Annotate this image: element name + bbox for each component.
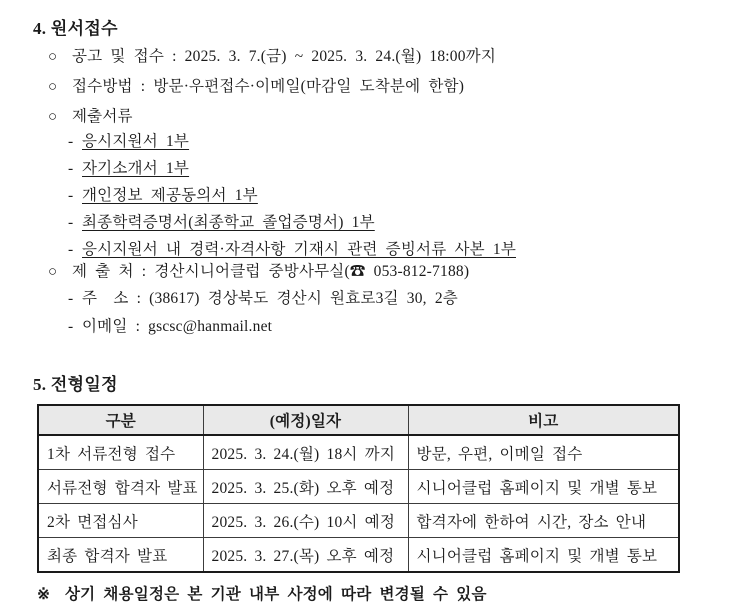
document-item-text: 자기소개서 1부	[82, 160, 190, 177]
schedule-table	[37, 404, 680, 573]
table-header-date: (예정)일자	[203, 405, 408, 435]
dash-bullet: -	[68, 214, 74, 231]
document-item-text: 개인정보 제공동의서 1부	[82, 187, 258, 204]
document-item-text: 응시지원서 내 경력·자격사항 기재시 관련 증빙서류 사본 1부	[82, 241, 516, 258]
table-cell: 1차 서류전형 접수	[38, 435, 203, 470]
document-item	[33, 241, 716, 259]
table-cell: 2025. 3. 24.(월) 18시 까지	[203, 435, 408, 470]
dash-bullet: -	[68, 318, 74, 335]
table-cell: 2025. 3. 25.(화) 오후 예정	[203, 470, 408, 504]
document-item	[33, 214, 716, 232]
document-item-text: 최종학력증명서(최종학교 졸업증명서) 1부	[82, 214, 375, 231]
circle-bullet: ○	[48, 109, 58, 125]
table-cell: 서류전형 합격자 발표	[38, 470, 203, 504]
table-row	[38, 470, 679, 504]
schedule-table-wrapper	[37, 404, 716, 573]
table-cell: 2차 면접심사	[38, 504, 203, 538]
phone-number: 053-812-7188)	[365, 263, 470, 280]
table-cell: 방문, 우편, 이메일 접수	[408, 435, 679, 470]
email-line	[33, 318, 716, 336]
schedule-note-line	[37, 582, 716, 604]
dash-bullet: -	[68, 290, 74, 307]
reference-mark: ※	[37, 586, 51, 603]
table-header-remarks: 비고	[408, 405, 679, 435]
table-row	[38, 538, 679, 573]
documents-label-text: 제출서류	[72, 108, 133, 125]
table-cell: 2025. 3. 26.(수) 10시 예정	[203, 504, 408, 538]
table-row	[38, 504, 679, 538]
table-cell: 합격자에 한하여 시간, 장소 안내	[408, 504, 679, 538]
table-cell: 2025. 3. 27.(목) 오후 예정	[203, 538, 408, 573]
section5-heading: 5. 전형일정	[33, 375, 118, 394]
address-line	[33, 290, 716, 308]
dash-bullet: -	[68, 241, 74, 258]
table-header-row	[38, 405, 679, 435]
table-cell: 시니어클럽 홈페이지 및 개별 통보	[408, 470, 679, 504]
application-method-line	[33, 78, 716, 96]
document-item	[33, 133, 716, 151]
document-item	[33, 160, 716, 178]
schedule-note-text: 상기 채용일정은 본 기관 내부 사정에 따라 변경될 수 있음	[65, 586, 487, 603]
circle-bullet: ○	[48, 264, 58, 280]
phone-icon: ☎	[349, 263, 366, 280]
submit-to-prefix: 제 출 처 : 경산시니어클럽 중방사무실(	[72, 263, 350, 280]
notice-period-line	[33, 48, 716, 66]
email-text: 이메일 : gscsc@hanmail.net	[82, 318, 273, 335]
documents-label-line	[33, 108, 716, 126]
document-item	[33, 187, 716, 205]
address-text: 주 소 : (38617) 경상북도 경산시 원효로3길 30, 2층	[82, 290, 458, 307]
table-header-category: 구분	[38, 405, 203, 435]
document-item-text: 응시지원서 1부	[82, 133, 190, 150]
submit-to-text	[72, 263, 469, 280]
table-cell: 시니어클럽 홈페이지 및 개별 통보	[408, 538, 679, 573]
dash-bullet: -	[68, 187, 74, 204]
submit-to-line	[33, 263, 716, 281]
application-method-text: 접수방법 : 방문·우편접수·이메일(마감일 도착분에 한함)	[72, 78, 465, 95]
circle-bullet: ○	[48, 49, 58, 65]
circle-bullet: ○	[48, 79, 58, 95]
section4-heading: 4. 원서접수	[33, 19, 118, 38]
notice-period-text: 공고 및 접수 : 2025. 3. 7.(금) ~ 2025. 3. 24.(월) 18:00까지	[72, 48, 497, 65]
dash-bullet: -	[68, 160, 74, 177]
table-cell: 최종 합격자 발표	[38, 538, 203, 573]
dash-bullet: -	[68, 133, 74, 150]
table-row	[38, 435, 679, 470]
